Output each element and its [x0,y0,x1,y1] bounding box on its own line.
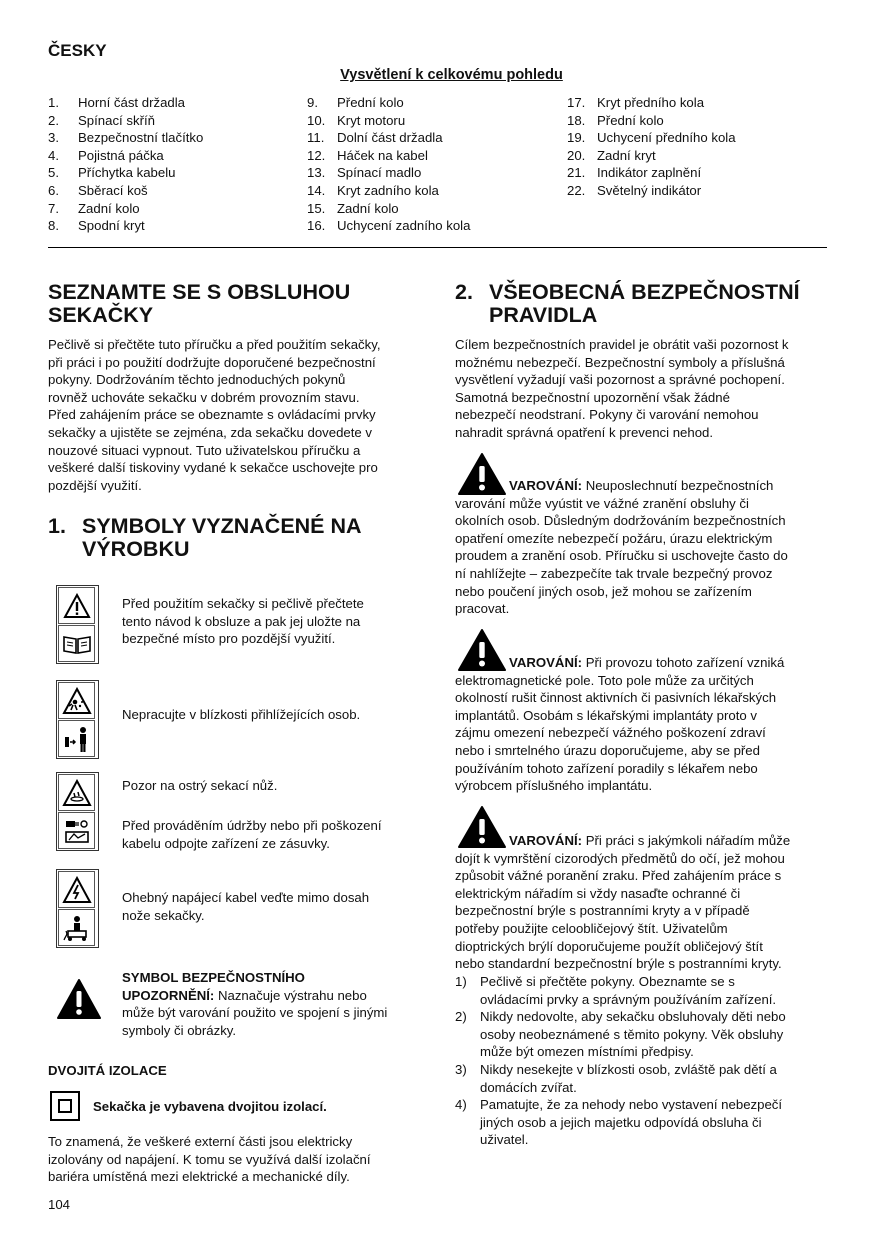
overview-item-label: Kryt zadního kola [337,182,439,198]
warning-triangle-icon [58,587,95,624]
language-label: ČESKY [48,41,107,60]
warning-line: elektromagnetické pole. Toto pole může za určitých [455,672,754,688]
safety-rule [455,1096,827,1149]
safety-intro-line: nebezpečí neodstraní. Pokyny či varování nemohou [455,407,759,423]
double-insulation-icon [50,1091,80,1121]
electric-shock-warning-icon [58,871,95,908]
symbol-blade-unplug [56,772,99,851]
overview-item-label: Uchycení zadního kola [337,218,471,234]
warning-line: opatření omezíte nebezpečí požáru, úrazu elektrickým [455,530,773,546]
warning-line: okolních osob. Důsledným dodržováním bezpečnostních [455,513,786,529]
symbol-bystanders [56,680,99,759]
overview-item-number: 16. [307,218,326,234]
warning-line: nebo poučení jiných osob, jež mohou se zařízením [455,583,752,599]
overview-item-label: Háček na kabel [337,147,428,163]
double-insulation-line: bariéra umístěná mezi elektrické a mechanické díly. [48,1169,350,1185]
warning-line: dojít k vymrštění cizorodých předmětů do očí, jež mohou [455,850,785,866]
overview-item-label: Indikátor zaplnění [597,165,702,181]
warning-line: elektrickým nářadím si vždy nasaďte ochranné či [455,885,741,901]
warning-line: varování může vyústit ve vážné zranění obsluhy či [455,495,749,511]
overview-item-label: Přední kolo [597,112,664,128]
overview-item-label: Dolní část držadla [337,130,443,146]
warning-line: používáním tohoto zařízení poradily s lékařem nebo [455,760,758,776]
warning-2-label: VAROVÁNÍ: [509,655,583,670]
safety-rule-number: 2) [455,1009,467,1025]
safety-rule-line: Pamatujte, že za nehody nebo vystavení nebezpečí [480,1097,783,1113]
intro-paragraph [48,336,428,494]
overview-item-number: 12. [307,147,326,163]
overview-item-number: 18. [567,112,586,128]
safety-rule [455,973,827,1008]
symbols-heading-line2: VÝROBKU [82,537,190,561]
overview-item-number: 6. [48,182,59,198]
warning-1 [455,477,827,618]
flying-debris-warning-icon [58,682,95,719]
symbol-read-manual [56,585,99,664]
overview-item-label: Světelný indikátor [597,182,702,198]
warning-line: ní nahlížejte – zabezpečíte tak trvale bezpečný provoz [455,565,773,581]
safety-alert-line: symboly či obrázky. [122,1022,237,1038]
warning-3 [455,832,827,973]
warning-3-first: Při práci s jakýmkoli nářadím může [582,833,791,848]
safety-heading-text [489,281,829,327]
warning-line: nebo i smrtelného úrazu doporučujeme, aby se před [455,742,760,758]
overview-item-number: 11. [307,130,325,146]
intro-line: sekačky a ujistěte se zejména, zda sekačku dovedete v [48,424,373,440]
symbol-blade-text [122,777,422,795]
safety-intro-line: Cílem bezpečnostních pravidel je obrátit vaši pozornost k [455,337,789,352]
overview-item-label: Spínací skříň [78,112,155,128]
warning-3-lines [455,850,827,973]
safety-alert-description [122,969,422,1039]
warning-line: potřeby použijte celoobličejový štít. Uživatelům [455,920,728,936]
overview-item-number: 13. [307,165,326,181]
warning-line: bezpečnostní brýle s postranními kryty a v případě [455,903,750,919]
symbol-unplug-text [122,817,422,852]
overview-item-label: Zadní kryt [597,147,656,163]
sharp-blade-warning-icon [58,774,95,811]
symbol-text-line: Před použitím sekačky si pečlivě přečtete [122,596,364,611]
overview-item-number: 8. [48,218,59,234]
overview-item-number: 4. [48,147,59,163]
safety-rule-line: může být omezen místními předpisy. [480,1044,694,1060]
overview-item-number: 22. [567,182,586,198]
safety-intro-line: nahradit správná opatření k prevenci nehod. [455,424,714,440]
safety-rule-number: 4) [455,1097,467,1113]
overview-item-label: Horní část držadla [78,95,186,110]
safety-rule-number: 1) [455,974,467,989]
warning-2-first: Při provozu tohoto zařízení vzniká [582,655,785,670]
overview-item-label: Zadní kolo [337,200,399,216]
symbol-text-line: Před prováděním údržby nebo při poškození [122,818,382,833]
safety-alert-lines [122,1004,422,1039]
warning-line: zájmu omezení nebezpečí vážného poškození zdraví [455,725,766,741]
overview-item-label: Pojistná páčka [78,147,164,163]
overview-item-number: 19. [567,130,586,146]
safety-alert-icon [56,978,102,1020]
safety-rule-line: ovládacími prvky a správným používáním zařízení. [480,991,777,1007]
overview-item-number: 7. [48,200,59,216]
symbol-text-line: Nepracujte v blízkosti přihlížejících osob. [122,707,361,722]
divider [48,247,827,248]
page-number: 104 [48,1197,71,1212]
symbol-text-line: kabelu odpojte zařízení ze zásuvky. [122,835,330,851]
intro-line: Pečlivě si přečtěte tuto příručku a před použitím sekačky, [48,337,381,352]
intro-line: veškeré další tiskoviny vydané k sekačce uschovejte pro [48,460,378,476]
symbol-read-manual-text [122,595,422,648]
safety-rule-line: Pečlivě si přečtěte pokyny. Obeznamte se s [480,974,735,989]
safety-rule [455,1008,827,1061]
overview-item-label: Příchytka kabelu [78,165,176,181]
intro-line: Před zahájením práce se obeznamte s ovládacími prvky [48,407,376,423]
warning-2-lines [455,672,827,795]
warning-line: pracovat. [455,601,510,617]
overview-item-number: 14. [307,182,326,198]
safety-alert-title: SYMBOL BEZPEČNOSTNÍHO [122,970,305,985]
safety-rule-number: 3) [455,1061,467,1077]
overview-item-label: Spodní kryt [78,218,145,234]
symbol-text-line: Ohebný napájecí kabel veďte mimo dosah [122,890,370,905]
intro-line: pokyny. Dodržováním těchto jednoduchých pokynů [48,372,346,388]
safety-rule-line: osoby neobeznámené s těmito pokyny. Věk obsluhy [480,1026,784,1042]
overview-item-number: 10. [307,112,326,128]
safety-intro-line: vysvětlení vyžadují vaši pozornost a správné pochopení. [455,372,785,388]
warning-line: nebo standardní bezpečnostní brýle s postranními kryty. [455,956,782,972]
double-insulation-line: izolovány od napájení. K tomu se využívá další izolační [48,1151,371,1167]
overview-item-number: 20. [567,147,586,163]
intro-line: rovněž uchováte sekačku v dobrém provozním stavu. [48,389,360,405]
overview-title-wrap [0,66,875,85]
symbols-heading-number: 1. [48,514,66,538]
warning-line: výrobcem příslušného implantátu. [455,778,653,794]
double-insulation-paragraph [48,1133,428,1186]
safety-intro-line: možnému nebezpečí. Bezpečnostní symboly a příslušná [455,354,785,370]
overview-item-label: Zadní kolo [78,200,140,216]
overview-title: Vysvětlení k celkovému pohledu [340,67,563,83]
overview-item-number: 3. [48,130,59,146]
warning-1-label: VAROVÁNÍ: [509,478,583,493]
double-insulation-line: To znamená, že veškeré externí části jsou elektricky [48,1134,353,1149]
symbol-cable [56,869,99,948]
symbols-heading-text [82,515,422,561]
overview-item-number: 2. [48,112,59,128]
warning-line: implantátů. Osobám s lékařskými implantáty proto v [455,707,757,723]
safety-intro-paragraph [455,336,830,442]
warning-line: způsobit vážné poranění zraku. Před zahájením práce s [455,868,782,884]
overview-item-label: Bezpečnostní tlačítko [78,130,204,146]
warning-1-lines [455,495,827,618]
safety-rule [455,1061,827,1096]
symbol-text-line: bezpečné místo pro pozdější využití. [122,631,336,647]
keep-distance-person-icon [58,720,95,757]
safety-heading-number: 2. [455,280,473,304]
intro-line: při práci i po použití dodržujte doporučené bezpečnostní [48,354,376,370]
safety-rule-line: Nikdy nesekejte v blízkosti osob, zvláště pak dětí a [480,1061,777,1077]
overview-item-number: 1. [48,95,59,110]
safety-rule-line: jiných osob a jejich majetku odpovídá obsluha či [480,1114,762,1130]
open-book-icon [58,625,95,662]
overview-item-label: Uchycení předního kola [597,130,736,146]
overview-item-number: 9. [307,95,318,110]
symbol-text-line: Pozor na ostrý sekací nůž. [122,778,278,793]
overview-item-number: 15. [307,200,326,216]
safety-rule-line: uživatel. [480,1132,529,1148]
symbol-cable-text [122,889,422,924]
safety-rule-line: Nikdy nedovolte, aby sekačku obsluhovaly děti nebo [480,1009,786,1025]
overview-item-number: 21. [567,165,586,181]
overview-item-label: Kryt předního kola [597,95,705,110]
double-insulation-title: DVOJITÁ IZOLACE [48,1063,167,1078]
safety-rules-list [455,973,827,1149]
safety-intro-line: Samotná bezpečnostní upozornění však žádné [455,389,730,405]
overview-item-label: Sběrací koš [78,182,148,198]
safety-alert-rest: Naznačuje výstrahu nebo [214,987,367,1003]
overview-item-label: Přední kolo [337,95,404,110]
warning-line: dioptrických brýlí doporučujeme použít obličejový štít [455,938,763,954]
warning-1-first: Neuposlechnutí bezpečnostních [582,478,774,493]
double-insulation-text: Sekačka je vybavena dvojitou izolací. [93,1099,327,1114]
unplug-before-maintenance-icon [58,812,95,849]
safety-alert-line: může být varování použito ve spojení s jinými [122,1005,388,1021]
warning-line: okolností rušit činnost aktivních či pasivních lékařských [455,690,777,706]
overview-item-number: 17. [567,95,586,110]
intro-heading [48,281,350,327]
overview-item-label: Spínací madlo [337,165,422,181]
intro-heading-line2: SEKAČKY [48,303,154,327]
intro-line: nouzové situaci vypnout. Tuto uživatelskou příručku a [48,442,361,458]
overview-item-label: Kryt motoru [337,112,406,128]
overview-item-number: 5. [48,165,59,181]
symbols-heading-line1: SYMBOLY VYZNAČENÉ NA [82,514,362,538]
symbol-text-line: tento návod k obsluze a pak jej uložte na [122,613,361,629]
warning-2 [455,654,827,795]
symbol-text-line: nože sekačky. [122,907,205,923]
safety-heading-line1: VŠEOBECNÁ BEZPEČNOSTNÍ [489,280,800,304]
symbol-bystanders-text [122,706,422,724]
safety-rule-line: domácích zvířat. [480,1079,577,1095]
intro-line: pozdější využití. [48,477,142,493]
safety-alert-label: UPOZORNĚNÍ: [122,987,215,1003]
intro-heading-line1: SEZNAMTE SE S OBSLUHOU [48,280,351,304]
warning-3-label: VAROVÁNÍ: [509,833,583,848]
safety-heading-line2: PRAVIDLA [489,303,598,327]
cable-away-from-blade-icon [58,909,95,946]
warning-line: proudem a zranění osob. Příručku si uschovejte často do [455,548,788,564]
